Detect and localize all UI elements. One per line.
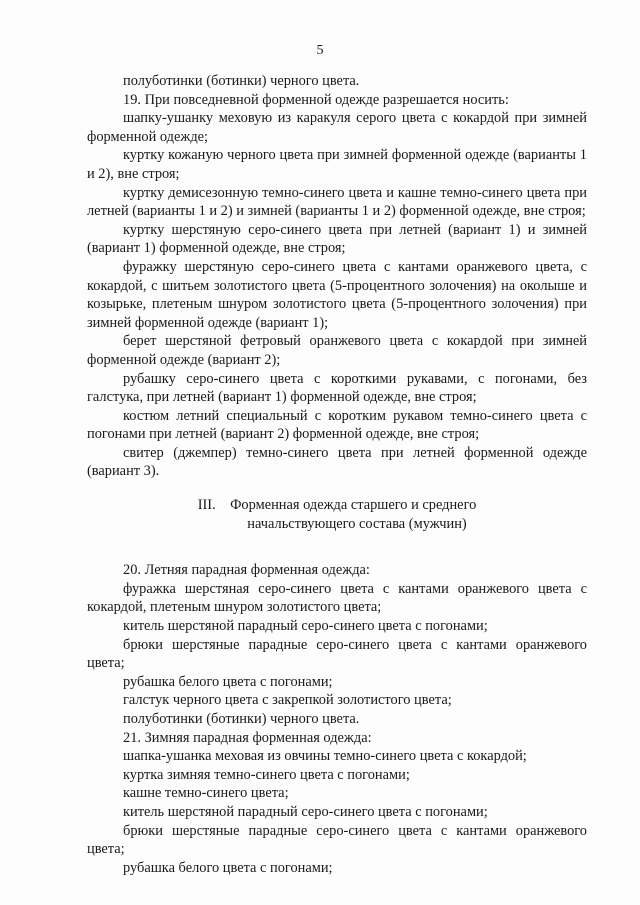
paragraph: 21. Зимняя парадная форменная одежда:: [123, 729, 372, 746]
paragraph: куртку кожаную черного цвета при зимней форменной одежде (варианты 1 и 2), вне строя;: [87, 147, 587, 182]
paragraph: кашне темно-синего цвета;: [123, 785, 289, 802]
paragraph: брюки шерстяные парадные серо-синего цвета с кантами оранжевого цвета;: [87, 636, 587, 672]
paragraph: куртку шерстяную серо-синего цвета при летней (вариант 1) и зимней (вариант 1) форменной одежде, вне строя;: [87, 221, 587, 257]
paragraph: шапка-ушанка меховая из овчины темно-синего цвета с кокардой;: [123, 748, 527, 765]
paragraph: рубашка белого цвета с погонами;: [123, 673, 333, 690]
paragraph: 19. При повседневной форменной одежде разрешается носить:: [123, 91, 509, 108]
paragraph: галстук черного цвета с закрепкой золотистого цвета;: [123, 692, 452, 709]
paragraph: полуботинки (ботинки) черного цвета.: [123, 73, 360, 89]
paragraph: брюки шерстяные парадные серо-синего цвета с кантами оранжевого цвета;: [87, 822, 587, 858]
paragraph: китель шерстяной парадный серо-синего цвета с погонами;: [123, 803, 488, 820]
page-number: 5: [316, 43, 324, 58]
section-spacer: [87, 533, 587, 561]
section-heading-line1: [87, 496, 587, 515]
paragraph: рубашка белого цвета с погонами;: [123, 859, 333, 876]
paragraph: фуражку шерстяную серо-синего цвета с кантами оранжевого цвета, с кокардой, с шитьем золотистого цвета (5-процентного золочения) на околыше и козырьке, плетеным шнуром золотистого цвета (5-процентного золочения) при зимней форменной одежде (вариант 1);: [87, 258, 587, 331]
section-heading: [87, 496, 587, 533]
paragraph: свитер (джемпер) темно-синего цвета при летней форменной одежде (вариант 3).: [87, 444, 587, 480]
paragraph: костюм летний специальный с коротким рукавом темно-синего цвета с погонами при летней (вариант 2) форменной одежде, вне строя;: [87, 407, 587, 443]
document-body: [87, 72, 587, 877]
paragraph: фуражка шерстяная серо-синего цвета с кантами оранжевого цвета с кокардой, плетеным шнуром золотистого цвета;: [87, 580, 587, 616]
paragraph: китель шерстяной парадный серо-синего цвета с погонами;: [123, 618, 488, 635]
section-numeral: III.: [197, 497, 216, 514]
paragraph: куртка зимняя темно-синего цвета с погонами;: [123, 766, 410, 783]
paragraph: 20. Летняя парадная форменная одежда:: [123, 562, 370, 579]
paragraph: рубашку серо-синего цвета с короткими рукавами, с погонами, без галстука, при летней (вариант 1) форменной одежде, вне строя;: [87, 370, 587, 406]
paragraph: берет шерстяной фетровый оранжевого цвета с кокардой при зимней форменной одежде (вариант 2);: [87, 333, 587, 368]
section-title-line2: начальствующего состава (мужчин): [247, 515, 467, 532]
section-title-line1: Форменная одежда старшего и среднего: [230, 497, 477, 514]
paragraph: куртку демисезонную темно-синего цвета и кашне темно-синего цвета при летней (варианты 1 и 2) и зимней (варианты 1 и 2) форменной одежде, вне строя;: [87, 184, 587, 220]
paragraph: полуботинки (ботинки) черного цвета.: [123, 711, 360, 727]
paragraph: шапку-ушанку меховую из каракуля серого цвета с кокардой при зимней форменной одежде;: [87, 110, 587, 145]
